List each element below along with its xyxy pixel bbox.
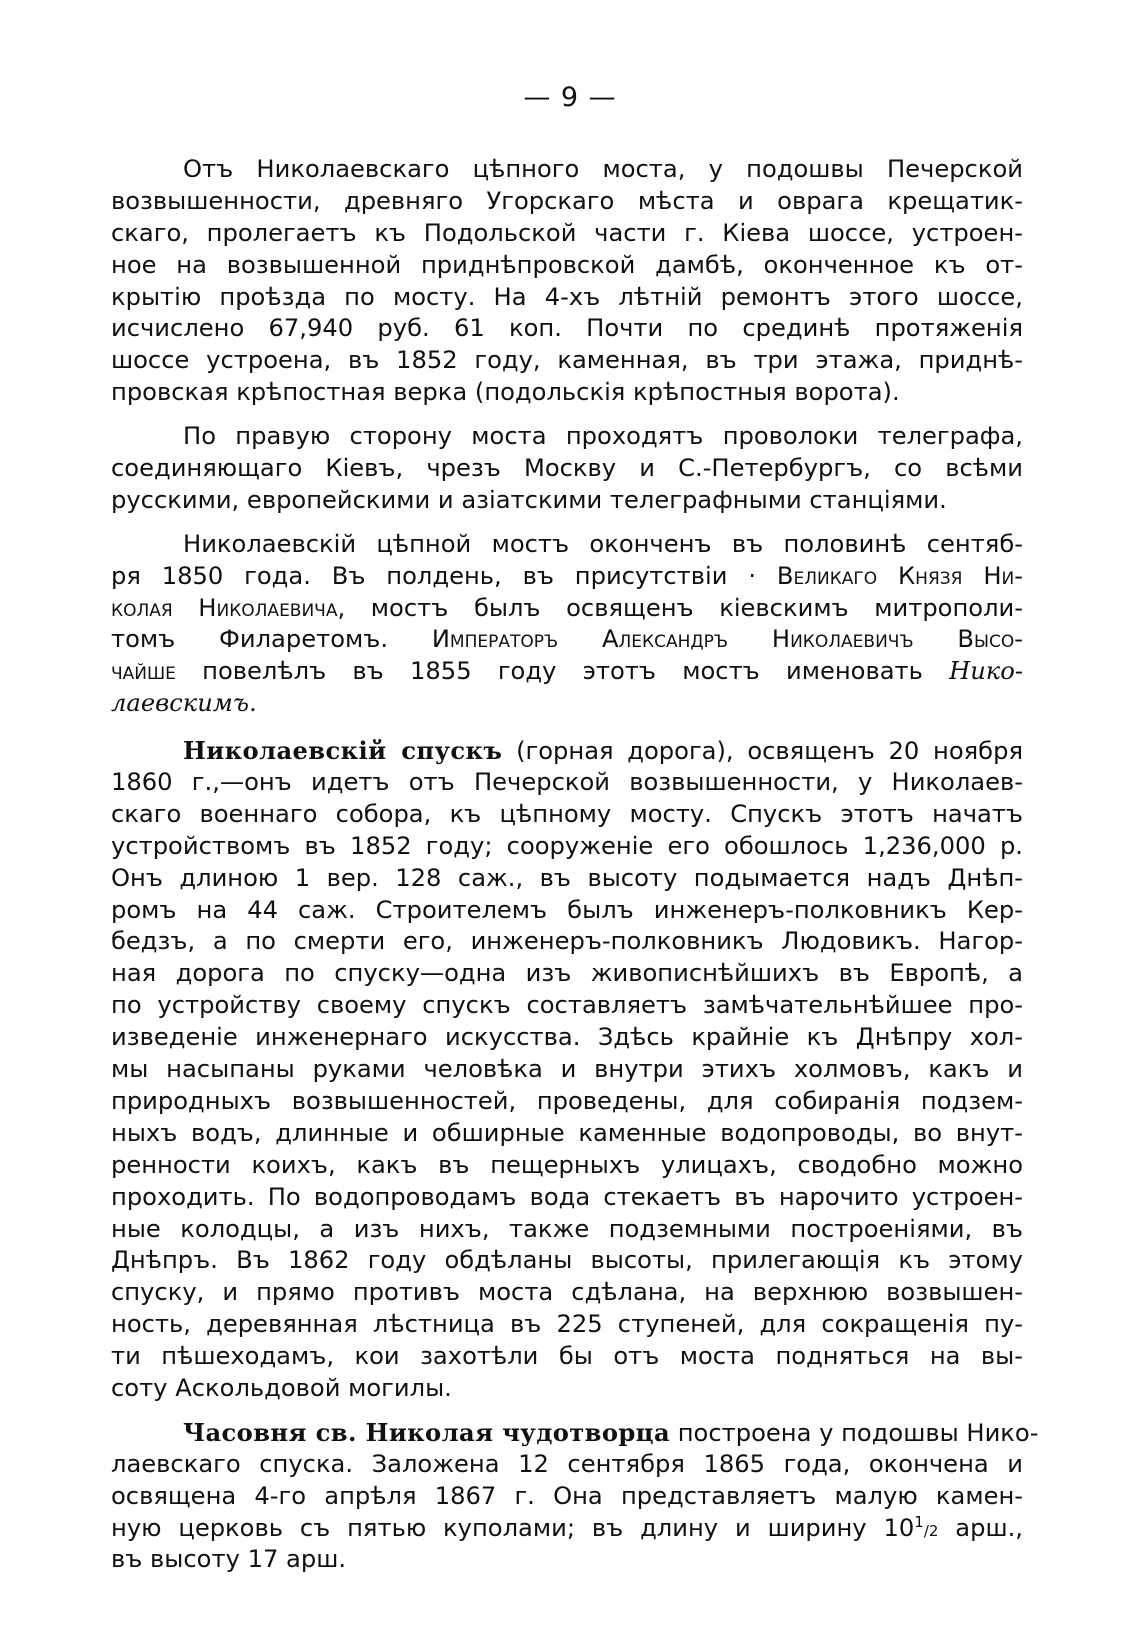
page-number: — 9 — [523,82,617,113]
text-line: ти пѣшеходамъ, кои захотѣли бы отъ моста подняться на вы- [111,1342,1023,1371]
text-line [111,656,1023,688]
text-line: спуску, и прямо противъ моста сдѣлана, на верхнюю возвышен- [111,1278,1023,1307]
grand-duke-name: Великаго Князя Ни- [776,561,1023,590]
section-heading: Николаевскій спускъ [183,736,503,766]
text-line: провская крѣпостная верка (подольскія крѣпостныя ворота). [111,378,900,407]
text-line: ная дорога по спуску—одна изъ живописнѣйшихъ въ Европѣ, а [111,959,1023,988]
text-line: ныхъ водъ, длинные и обширные каменные водопроводы, во внут- [111,1118,1023,1147]
section-heading: Часовня св. Николая чудотворца [183,1417,671,1447]
text-line: крытію проѣзда по мосту. На 4-хъ лѣтній ремонтъ этого шоссе, [111,282,1023,311]
text-line: ное на возвышенной приднѣпровской дамбѣ, оконченное къ от- [111,250,1023,279]
fraction-denominator: /2 [923,1521,939,1540]
text-segment: повелѣлъ въ 1855 году этотъ мостъ именовать [175,657,950,686]
text-line [111,735,1023,767]
text-line: 1860 г.,—онъ идетъ отъ Печерской возвышенности, у Николаев- [111,768,1023,797]
text-segment: ную церковь съ пятью куполами; въ длину и ширину 10 [111,1513,915,1542]
grand-duke-name: колая Николаевича [111,593,338,622]
text-line: возвышенности, древняго Угорскаго мѣста и оврага крещатик- [111,186,1023,215]
text-line: природныхъ возвышенностей, проведены, для собиранія подзем- [111,1086,1023,1115]
text-line: шоссе устроена, въ 1852 году, каменная, въ три этажа, приднѣ- [111,346,1023,375]
text-line: Онъ длиною 1 вер. 128 саж., въ высоту подымается надъ Днѣп- [111,863,1023,892]
text-segment: , мостъ былъ освященъ кіевскимъ митрополи- [337,593,1024,622]
text-line [111,1417,1039,1449]
paragraph-chapel [111,1417,1039,1576]
text-line: лаевскаго спуска. Заложена 12 сентября 1865 года, окончена и [111,1449,1023,1478]
emperor-title: чайше [111,657,176,686]
text-line: скаго военнаго собора, къ цѣпному мосту. Спускъ этотъ начатъ [111,799,1023,828]
text-line: по устройству своему спускъ составляетъ замѣчательнѣйшее про- [111,991,1023,1020]
text-line [111,561,1023,593]
text-line: По правую сторону моста проходятъ проволоки телеграфа, [183,422,1023,451]
text-line: мы насыпаны руками человѣка и внутри этихъ холмовъ, какъ и [111,1055,1023,1084]
text-line: соту Аскольдовой могилы. [111,1373,452,1402]
paragraph-bridge-completion [111,529,1023,720]
text-line: русскими, европейскими и азіатскими телеграфными станціями. [111,485,947,514]
text-line [111,1513,1023,1545]
text-line: въ высоту 17 арш. [111,1545,347,1574]
text-segment: (горная дорога), освященъ 20 ноября [502,737,1023,766]
text-segment: ря 1850 года. Въ полдень, въ присутствіи · [111,561,757,590]
text-line: соединяющаго Кіевъ, чрезъ Москву и С.-Петербургъ, со всѣми [111,454,1023,483]
text-line: Днѣпръ. Въ 1862 году обдѣланы высоты, прилегающія къ этому [111,1246,1023,1275]
text-line: ренности коихъ, какъ въ пещерныхъ улицахъ, сводобно можно [111,1150,1023,1179]
text-segment: построена у подошвы Нико- [670,1418,1039,1447]
text-line: Николаевскій цѣпной мостъ оконченъ въ половинѣ сентяб- [183,529,1023,558]
text-line: Отъ Николаевскаго цѣпного моста, у подошвы Печерской [183,155,1023,183]
text-line: устройствомъ въ 1852 году; сооруженіе его обошлось 1,236,000 р. [111,831,1023,860]
text-line [111,593,1023,625]
text-line: ные колодцы, а изъ нихъ, также подземными построеніями, въ [111,1214,1023,1243]
text-line: ность, деревянная лѣстница въ 225 ступеней, для сокращенія пу- [111,1310,1023,1339]
text-line: бедзъ, а по смерти его, инженеръ-полковникъ Людовикъ. Нагор- [111,927,1023,956]
text-segment: арш., [938,1513,1023,1542]
fraction-numerator: 1 [914,1512,924,1531]
page-body [111,154,1039,1576]
text-line: проходить. По водопроводамъ вода стекаетъ въ нарочито устроен- [111,1182,1023,1211]
text-line: изведеніе инженернаго искусства. Здѣсь крайніе къ Днѣпру хол- [111,1023,1023,1052]
paragraph-nikolaev-descent [111,735,1023,1405]
emperor-name: Императоръ Александръ Николаевичъ Высо- [431,625,1023,654]
text-line: ромъ на 44 саж. Строителемъ былъ инженеръ-полковникъ Кер- [111,895,1023,924]
text-segment: томъ Филаретомъ. [111,625,432,654]
bridge-name: лаевскимъ. [111,689,257,718]
paragraph-telegraph [111,421,1023,517]
text-line: скаго, пролегаетъ къ Подольской части г. Кіева шоссе, устроен- [111,218,1023,247]
text-line [111,624,1023,656]
bridge-name: Нико- [949,657,1023,686]
text-line: исчислено 67,940 руб. 61 коп. Почти по срединѣ протяженія [111,314,1023,343]
text-line: освящена 4-го апрѣля 1867 г. Она представляетъ малую камен- [111,1481,1023,1510]
paragraph-chain-bridge-road [111,154,1023,409]
